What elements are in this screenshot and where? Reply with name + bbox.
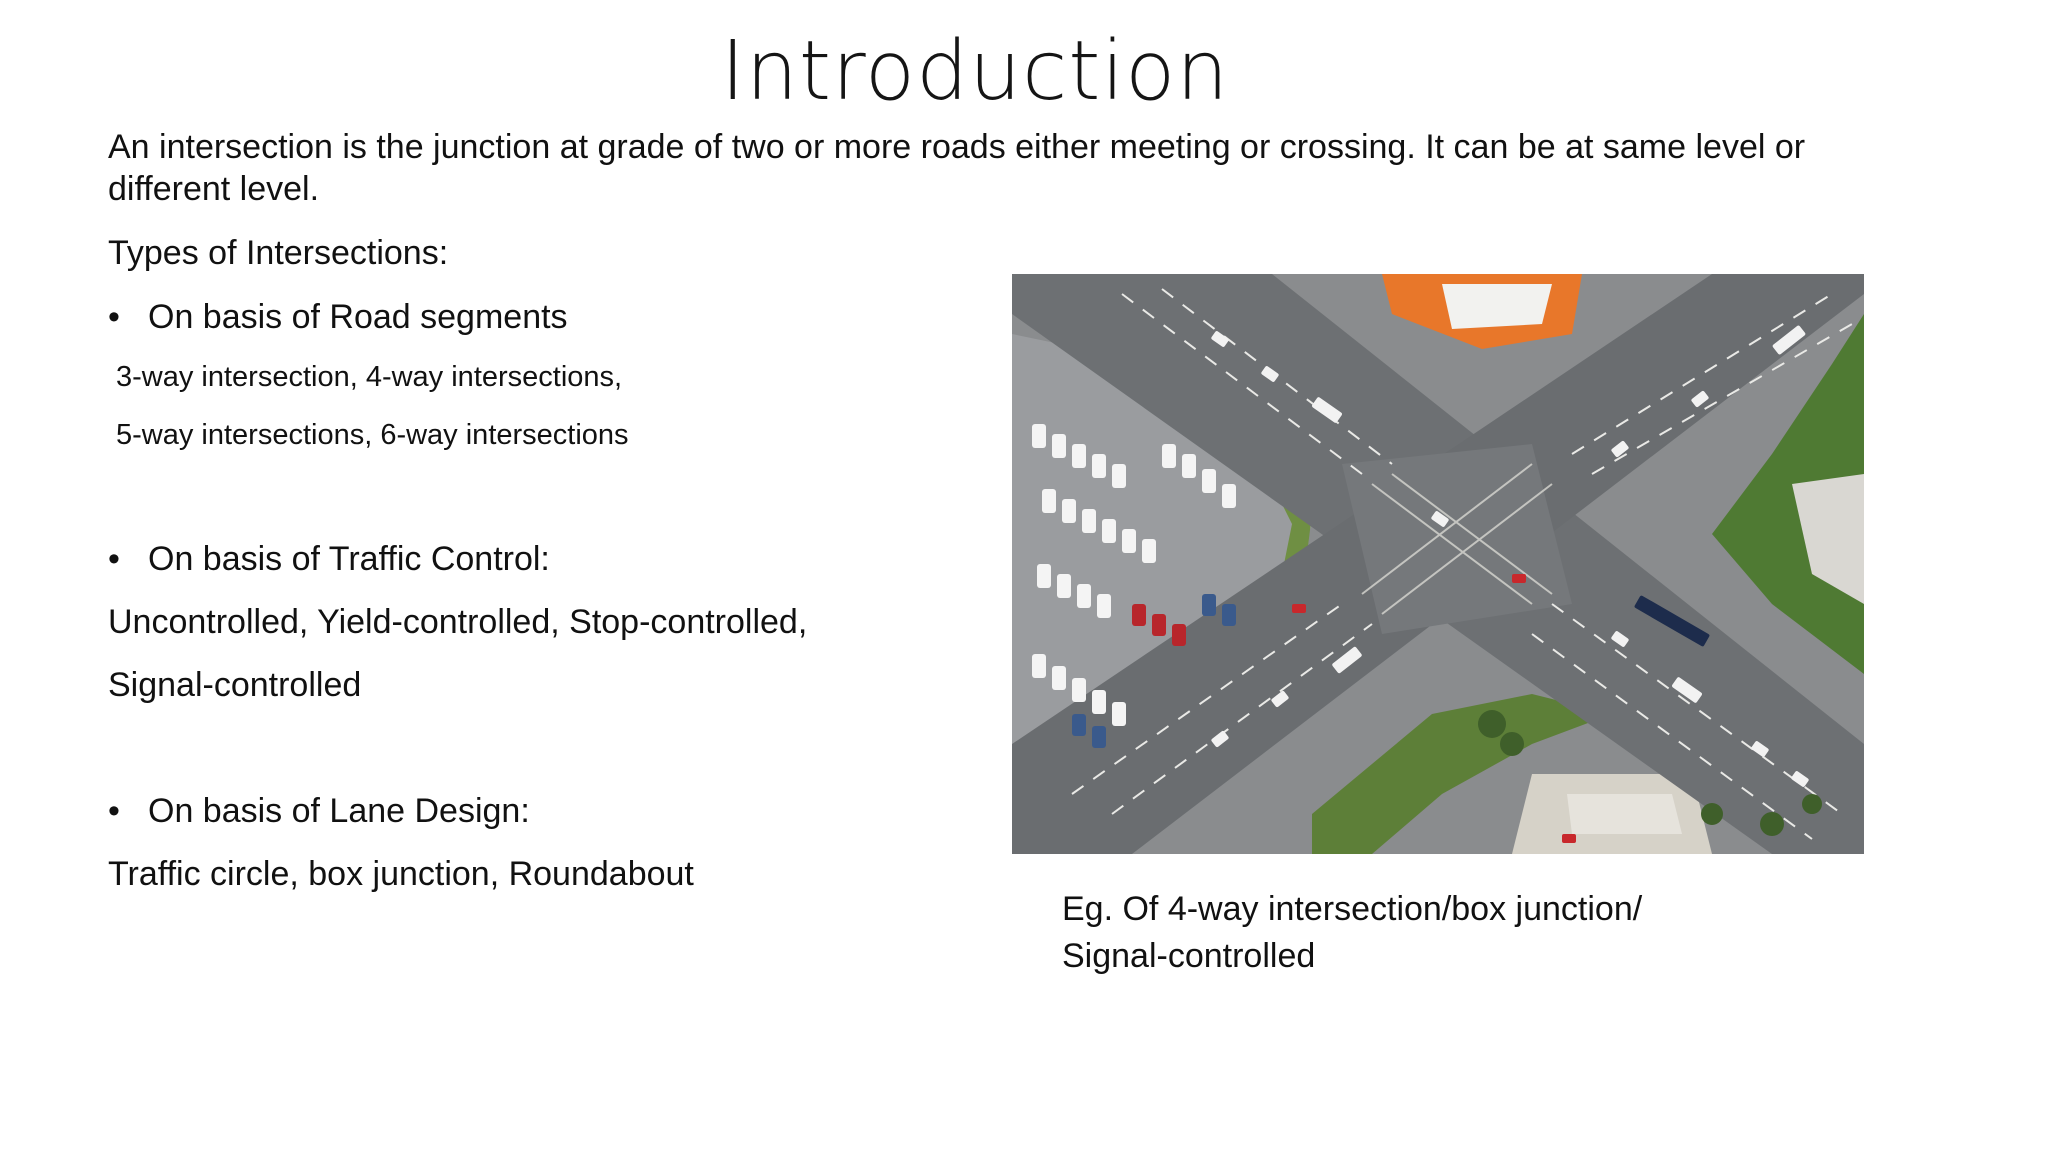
- types-heading: Types of Intersections:: [108, 234, 449, 272]
- lane-design-line-1: Traffic circle, box junction, Roundabout: [108, 855, 694, 893]
- caption-line-1: Eg. Of 4-way intersection/box junction/: [1062, 890, 1643, 928]
- bullet-label: On basis of Traffic Control:: [148, 540, 550, 578]
- road-segments-line-2: 5-way intersections, 6-way intersections: [116, 419, 629, 451]
- bullet-traffic-control: [108, 538, 550, 580]
- photo-caption: [1062, 886, 1762, 980]
- intro-paragraph: An intersection is the junction at grade of two or more roads either meeting or crossing. It can be at same level or different level.: [108, 128, 1806, 208]
- traffic-control-line-2: Signal-controlled: [108, 666, 362, 704]
- caption-line-2: Signal-controlled: [1062, 937, 1316, 975]
- bullet-label: On basis of Road segments: [148, 298, 568, 336]
- bullet-label: On basis of Lane Design:: [148, 792, 530, 830]
- slide-title: Introduction: [720, 24, 1230, 119]
- intersection-aerial-photo: [1012, 274, 1864, 854]
- bullet-lane-design: [108, 790, 530, 832]
- road-segments-line-1: 3-way intersection, 4-way intersections,: [116, 361, 623, 393]
- bullet-dot: •: [108, 540, 120, 578]
- bullet-road-segments: [108, 296, 568, 338]
- traffic-control-line-1: Uncontrolled, Yield-controlled, Stop-controlled,: [108, 603, 808, 641]
- bullet-dot: •: [108, 792, 120, 830]
- bullet-dot: •: [108, 298, 120, 336]
